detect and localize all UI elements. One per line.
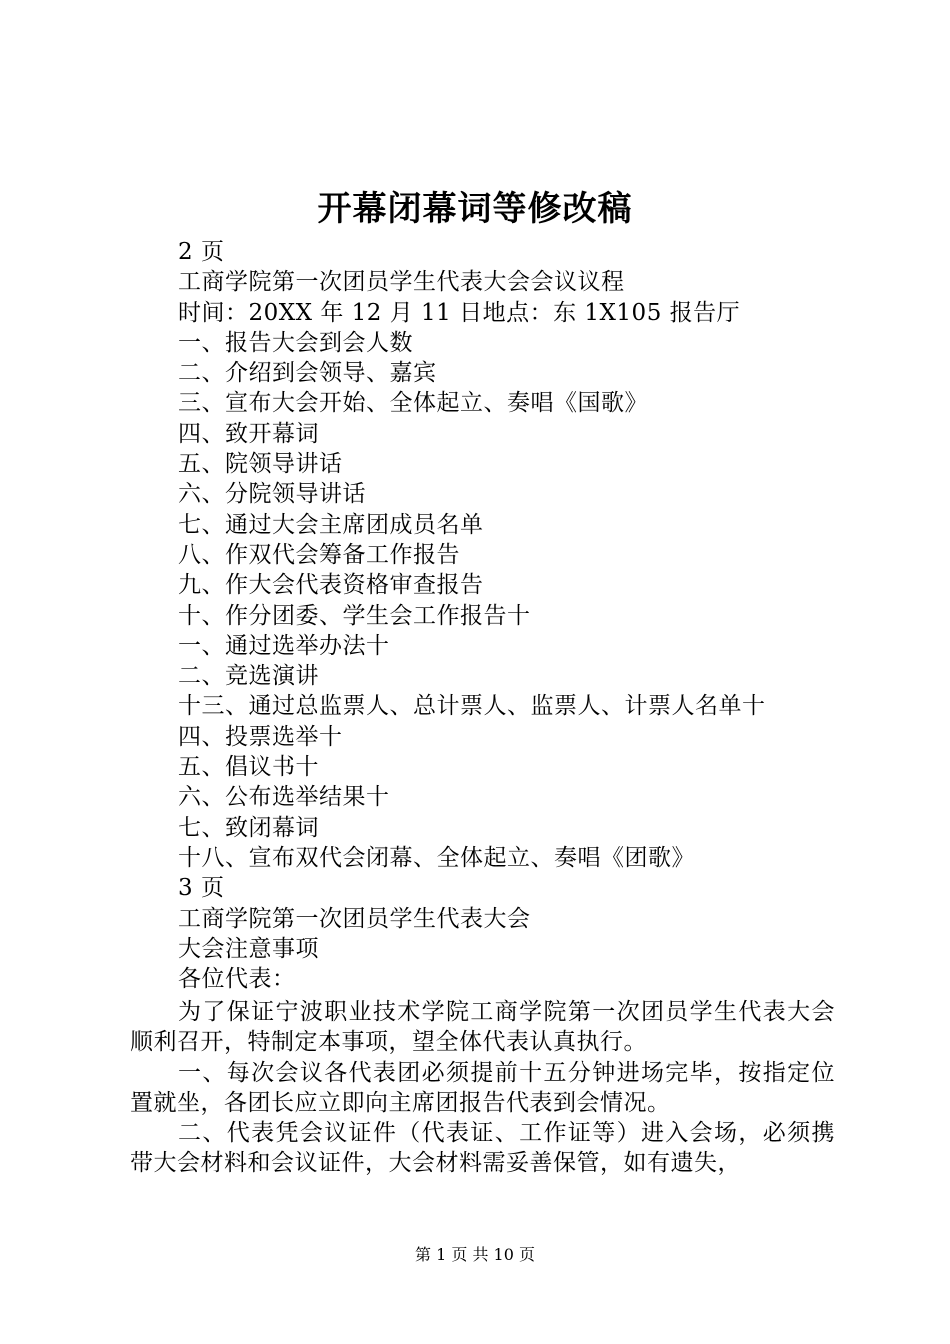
agenda-item: 六、分院领导讲话 bbox=[178, 481, 366, 508]
text-line: 工商学院第一次团员学生代表大会 bbox=[178, 905, 531, 932]
document-title: 开幕闭幕词等修改稿 bbox=[317, 189, 633, 229]
agenda-item: 十、作分团委、学生会工作报告十 bbox=[178, 602, 531, 629]
page-footer: 第 1 页 共 10 页 bbox=[415, 1245, 535, 1264]
agenda-item: 八、作双代会筹备工作报告 bbox=[178, 541, 460, 568]
agenda-item: 一、通过选举办法十 bbox=[178, 632, 390, 659]
agenda-item: 七、通过大会主席团成员名单 bbox=[178, 511, 484, 538]
agenda-item: 七、致闭幕词 bbox=[178, 814, 319, 841]
agenda-item: 六、公布选举结果十 bbox=[178, 784, 390, 811]
paragraph: 二、代表凭会议证件（代表证、工作证等）进入会场，必须携带大会材料和会议证件，大会材料需妥善保管，如有遗失， bbox=[130, 1120, 835, 1177]
text-line: 2 页 bbox=[178, 239, 225, 265]
text-line: 工商学院第一次团员学生代表大会会议议程 bbox=[178, 269, 625, 296]
agenda-item: 二、竞选演讲 bbox=[178, 663, 319, 690]
text-line: 时间：20XX 年 12 月 11 日地点：东 1X105 报告厅 bbox=[178, 299, 741, 326]
agenda-lines bbox=[130, 237, 830, 994]
agenda-item: 五、倡议书十 bbox=[178, 754, 319, 781]
agenda-item: 九、作大会代表资格审查报告 bbox=[178, 572, 484, 599]
agenda-item: 四、投票选举十 bbox=[178, 723, 343, 750]
agenda-item: 五、院领导讲话 bbox=[178, 451, 343, 478]
agenda-item: 四、致开幕词 bbox=[178, 420, 319, 447]
text-line: 大会注意事项 bbox=[178, 935, 319, 962]
agenda-item: 二、介绍到会领导、嘉宾 bbox=[178, 360, 437, 387]
agenda-item: 十三、通过总监票人、总计票人、监票人、计票人名单十 bbox=[178, 693, 766, 720]
paragraph: 为了保证宁波职业技术学院工商学院第一次团员学生代表大会顺利召开，特制定本事项，望全体代表认真执行。 bbox=[130, 999, 835, 1056]
text-line: 3 页 bbox=[178, 875, 225, 902]
agenda-item: 十八、宣布双代会闭幕、全体起立、奏唱《团歌》 bbox=[178, 844, 695, 871]
paragraph: 一、每次会议各代表团必须提前十五分钟进场完毕，按指定位置就坐，各团长应立即向主席团报告代表到会情况。 bbox=[130, 1059, 835, 1116]
notice-paragraphs bbox=[130, 997, 835, 1179]
text-line: 各位代表： bbox=[178, 966, 296, 993]
agenda-item: 三、宣布大会开始、全体起立、奏唱《国歌》 bbox=[178, 390, 648, 417]
agenda-item: 一、报告大会到会人数 bbox=[178, 329, 413, 356]
